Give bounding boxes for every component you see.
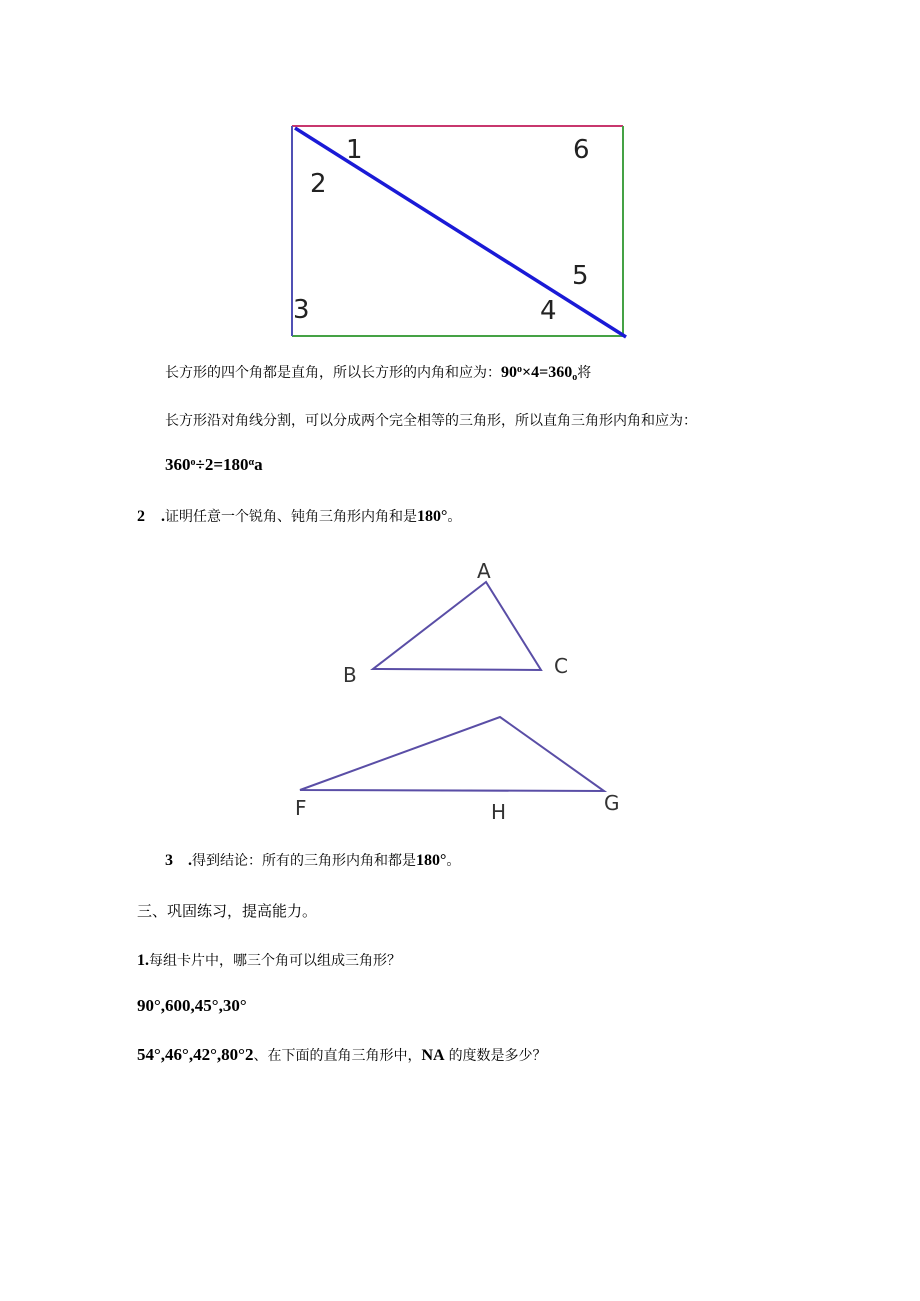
angle-label-5: 5 — [572, 261, 589, 291]
vertex-label-f: F — [295, 796, 307, 820]
triangles-diagram — [290, 555, 635, 825]
angle-label-4: 4 — [540, 296, 557, 326]
obtuse-triangle-fgh — [300, 717, 604, 791]
formula2-tail: a — [254, 455, 263, 474]
q2-symbol: NA — [421, 1047, 445, 1064]
vertex-label-c: C — [554, 654, 568, 678]
para1-tail: 将 — [577, 365, 592, 381]
item2-dot: . — [161, 508, 165, 525]
section-3-heading: 三、巩固练习，提高能力。 — [137, 902, 318, 920]
right-triangle-sum-formula — [165, 455, 263, 475]
q2-text-b: 的度数是多少？ — [448, 1048, 547, 1064]
angle-label-3: 3 — [293, 295, 310, 325]
item3-value: 180° — [416, 852, 447, 869]
formula2-part1: 360 — [165, 455, 191, 474]
formula-times-4: ×4=360 — [522, 364, 573, 381]
q1-text: 每组卡片中，哪三个角可以组成三角形？ — [149, 953, 401, 969]
item3-num: 3 — [165, 852, 173, 869]
q2-text-a: 、在下面的直角三角形中， — [253, 1048, 422, 1064]
formula2-sup1: o — [190, 457, 196, 468]
formula-degree-1: o — [517, 364, 522, 375]
item-3-conclusion — [165, 850, 460, 870]
card-group-1: 90°,600,45°,30° — [137, 996, 247, 1015]
para1-text: 长方形的四个角都是直角，所以长方形的内角和应为： — [165, 365, 501, 381]
formula2-part2: ÷2=180 — [195, 455, 249, 474]
item3-text: 得到结论：所有的三角形内角和都是 — [192, 853, 416, 869]
card-group-2: 54°,46°,42°,80°2 — [137, 1045, 254, 1064]
vertex-label-h: H — [491, 800, 507, 824]
vertex-label-b: B — [343, 663, 357, 687]
rectangle-angle-sum-line — [165, 362, 591, 383]
question-1 — [137, 950, 401, 970]
angle-label-6: 6 — [573, 135, 590, 165]
item3-dot: . — [188, 852, 192, 869]
card-group-2-and-question-2 — [137, 1045, 547, 1065]
angle-label-2: 2 — [310, 169, 327, 199]
para2-text: 长方形沿对角线分割，可以分成两个完全相等的三角形，所以直角三角形内角和应为： — [165, 413, 697, 429]
diagonal-split-line — [165, 410, 697, 430]
rectangle-diagram — [285, 118, 635, 346]
item2-value: 180° — [417, 508, 448, 525]
q1-num: 1. — [137, 952, 149, 969]
formula2-sup2: α — [248, 457, 255, 468]
item2-num: 2 — [137, 508, 145, 525]
item-2-prove — [137, 506, 461, 526]
item2-end: 。 — [447, 509, 462, 525]
acute-triangle-abc — [373, 582, 541, 670]
vertex-label-g: G — [604, 791, 620, 815]
item3-end: 。 — [446, 853, 461, 869]
vertex-label-a: A — [477, 559, 491, 583]
item2-text: 证明任意一个锐角、钝角三角形内角和是 — [165, 509, 417, 525]
formula-degree-2: o — [572, 372, 578, 383]
formula-90: 90 — [501, 364, 517, 381]
angle-label-1: 1 — [346, 135, 363, 165]
